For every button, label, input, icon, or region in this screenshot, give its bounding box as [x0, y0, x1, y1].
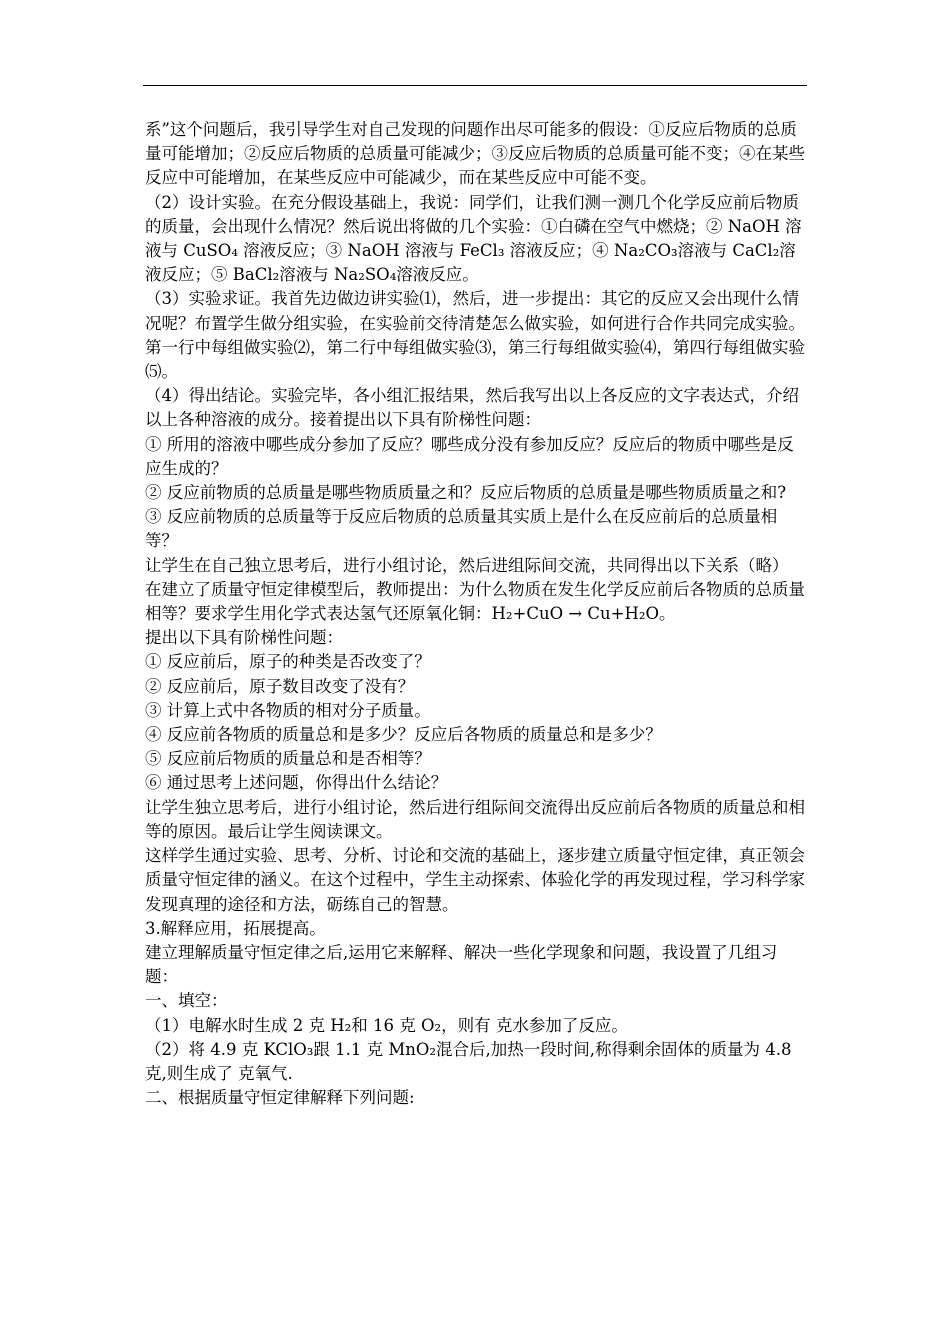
step-question-4: ④ 反应前各物质的质量总和是多少？反应后各物质的质量总和是多少？ [145, 725, 662, 745]
paragraph-discussion: 让学生在自己独立思考后，进行小组讨论，然后进组际间交流，共同得出以下关系（略） [145, 555, 789, 575]
paragraph-experiment-verification: （3）实验求证。我首先边做边讲实验⑴，然后，进一步提出：其它的反应又会出现什么情况呢？布置学生做分组实验，在实验前交待清楚怎么做实验，如何进行合作共同完成实验。第一行中每组做实验⑵，第二行中每组做实验⑶，第三行每组做实验⑷，第四行每组做实验⑸。 [145, 289, 805, 382]
paragraph-hypotheses: 系”这个问题后，我引导学生对自己发现的问题作出尽可能多的假设：①反应后物质的总质量可能增加；②反应后物质的总质量可能减少；③反应后物质的总质量可能不变；④在某些反应中可能增加，在某些反应中可能减少，而在某些反应中可能不变。 [145, 120, 805, 188]
paragraph-exercises-intro: 建立理解质量守恒定律之后,运用它来解释、解决一些化学现象和问题，我设置了几组习题： [145, 942, 778, 987]
step-question-2: ② 反应前后，原子数目改变了没有？ [145, 676, 415, 696]
document-body [145, 118, 807, 1110]
step-question-3: ③ 计算上式中各物质的相对分子质量。 [145, 700, 431, 720]
paragraph-group-discussion: 让学生独立思考后，进行小组讨论，然后进行组际间交流得出反应前后各物质的质量总和相等的原因。最后让学生阅读课文。 [145, 797, 805, 841]
header-rule [143, 85, 807, 86]
exercise-fill-1: （1）电解水时生成 2 克 H₂和 16 克 O₂，则有 克水参加了反应。 [145, 1015, 628, 1035]
exercise-fill-2: （2）将 4.9 克 KClO₃跟 1.1 克 MnO₂混合后,加热一段时间,称得剩余固体的质量为 4.8 克,则生成了 克氧气. [145, 1039, 792, 1083]
exercise-heading-fill: 一、填空： [145, 991, 228, 1011]
exercise-heading-explain: 二、根据质量守恒定律解释下列问题: [145, 1088, 415, 1108]
paragraph-design-experiment: （2）设计实验。在充分假设基础上，我说：同学们，让我们测一测几个化学反应前后物质的质量，会出现什么情况？然后说出将做的几个实验：①白磷在空气中燃烧；② NaOH 溶液与 CuSO₄ 溶液反应；③ NaOH 溶液与 FeCl₃ 溶液反应；④ Na₂CO₃溶液与 CaCl₂溶液反应；⑤ BaCl₂溶液与 Na₂SO₄溶液反应。 [145, 192, 802, 285]
step-question-5: ⑤ 反应前后物质的质量总和是否相等？ [145, 749, 431, 769]
paragraph-summary: 这样学生通过实验、思考、分析、讨论和交流的基础上，逐步建立质量守恒定律，真正领会质量守恒定律的涵义。在这个过程中，学生主动探索、体验化学的再发现过程，学习科学家发现真理的途径和方法，砺练自己的智慧。 [145, 846, 805, 914]
question-item-2: ② 反应前物质的总质量是哪些物质质量之和？反应后物质的总质量是哪些物质质量之和? [145, 483, 787, 503]
paragraph-model: 在建立了质量守恒定律模型后，教师提出：为什么物质在发生化学反应前后各物质的总质量相等？要求学生用化学式表达氢气还原氧化铜：H₂+CuO → Cu+H₂O。 [145, 579, 805, 624]
section-heading-application: 3.解释应用，拓展提高。 [145, 918, 326, 938]
step-question-1: ① 反应前后，原子的种类是否改变了？ [145, 652, 431, 672]
paragraph-conclusion: （4）得出结论。实验完毕，各小组汇报结果，然后我写出以上各反应的文字表达式，介绍以上各种溶液的成分。接着提出以下具有阶梯性问题： [145, 386, 799, 430]
paragraph-step-questions: 提出以下具有阶梯性问题： [145, 628, 343, 648]
question-item-1: ① 所用的溶液中哪些成分参加了反应？哪些成分没有参加反应？反应后的物质中哪些是反应生成的？ [145, 434, 794, 478]
question-item-3: ③ 反应前物质的总质量等于反应后物质的总质量其实质上是什么在反应前后的总质量相等？ [145, 507, 778, 551]
step-question-6: ⑥ 通过思考上述问题，你得出什么结论？ [145, 773, 448, 793]
